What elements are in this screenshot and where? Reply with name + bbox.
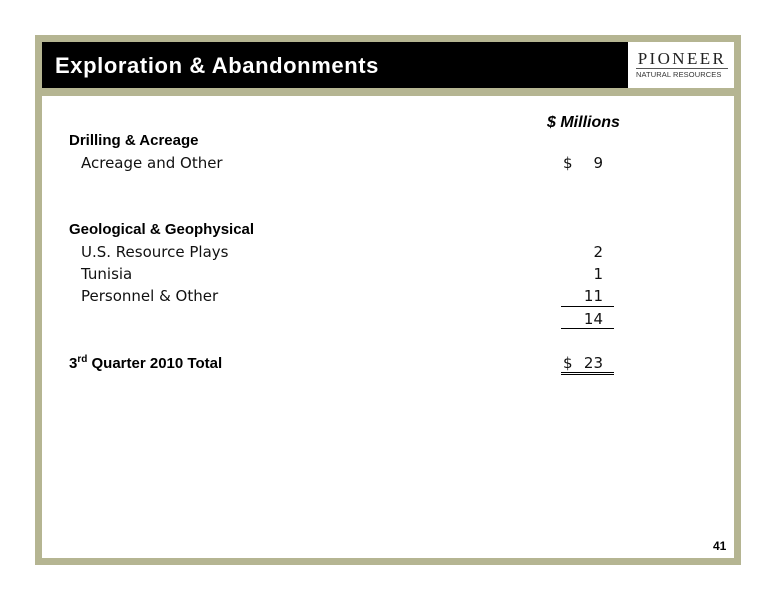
subtotal-underline (561, 328, 614, 329)
amount: 9 (593, 154, 603, 172)
row-label-us-resource-plays: U.S. Resource Plays (81, 243, 229, 261)
row-label-acreage: Acreage and Other (81, 154, 223, 172)
currency-symbol: $ (563, 354, 573, 372)
logo-divider (636, 68, 728, 69)
page-number: 41 (713, 539, 727, 553)
pioneer-logo (628, 42, 734, 88)
total-double-underline (561, 372, 614, 375)
total-ordinal: 3 (69, 355, 78, 372)
amount: 14 (583, 310, 603, 328)
total-ordinal-suffix: rd (77, 354, 88, 365)
amount: 1 (593, 265, 603, 283)
section-heading-drilling: Drilling & Acreage (69, 132, 199, 149)
title-bar (42, 42, 628, 88)
content-panel (42, 96, 734, 558)
logo-wordmark: PIONEER (637, 49, 727, 68)
amount: 2 (593, 243, 603, 261)
logo-tagline: NATURAL RESOURCES (636, 70, 722, 79)
total-label (69, 354, 222, 372)
section-heading-geological: Geological & Geophysical (69, 221, 255, 238)
subtotal-rule (561, 306, 614, 307)
currency-symbol: $ (563, 154, 573, 172)
amount: 11 (583, 287, 603, 305)
slide-title: Exploration & Abandonments (55, 53, 380, 78)
column-header: $ Millions (547, 114, 620, 131)
amount: 23 (583, 354, 603, 372)
row-label-personnel-other: Personnel & Other (81, 287, 219, 305)
row-label-tunisia: Tunisia (81, 265, 133, 283)
total-label-text: Quarter 2010 Total (87, 355, 223, 372)
